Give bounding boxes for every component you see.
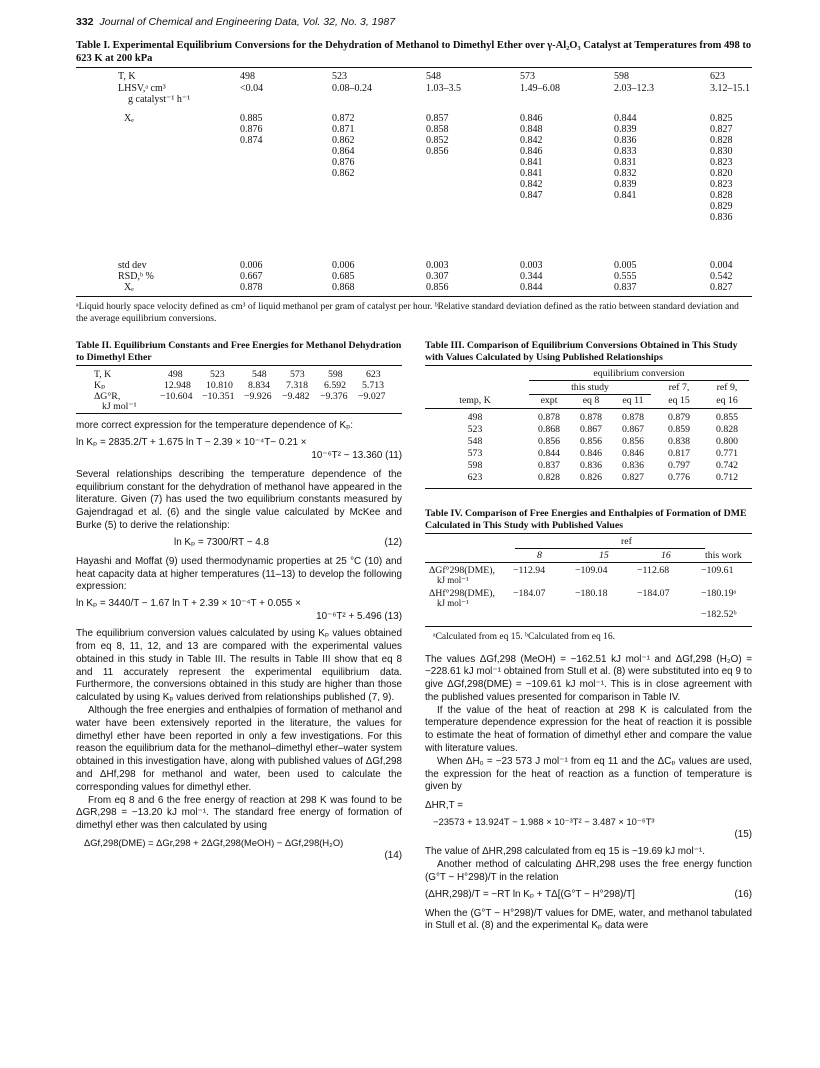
table1-cell: <0.04 [240,83,264,94]
table1-xe-cell: 0.831 [614,157,637,168]
table1-cell: 0.006 [332,260,355,271]
table1-xe-cell: 0.846 [520,113,543,124]
table3-cell: 0.846 [579,448,603,459]
table4-cell: −112.94 [513,565,546,576]
table3-cell: 0.797 [667,460,691,471]
table1-cell: 0.542 [710,271,733,282]
table1-top-rule [76,67,752,68]
equation-text: ln Kₚ = 2835.2/T + 1.675 ln T − 2.39 × 10⁻⁴T− 0.21 × [76,436,307,448]
paragraph: Although the free energies and enthalpies of formation of methanol and water have been extensively reported in the literature, the values for dimethyl ether have been reported in only a few investigations. For this reason the equilibrium data for the methanol–dimethyl ether–water system obtained in this investigation have, along with published values of ΔGf,298 and ΔHf,298 for methanol and water, been used to calculate the corresponding values for dimethyl ether. [76,704,402,793]
table1-cell: 0.005 [614,260,637,271]
table2-cell: −9.926 [244,391,272,402]
table2-row-temp [76,369,402,380]
table4-row-label: ΔGf°298(DME), [429,565,495,576]
table3-sub-label: this study [571,382,609,393]
table2-cell: −10.351 [202,391,235,402]
table4-head: 15 [599,550,609,561]
table2-label-dg: ΔG°R, [94,391,121,402]
table3-cell: 0.836 [579,460,603,471]
equation-15-line2 [425,816,752,829]
table3-head: expt [540,395,558,406]
table4-cell: −109.61 [701,565,734,576]
table1-footnote: ᵃLiquid hourly space velocity defined as cm³ of liquid methanol per gram of catalyst per hour. ᵇRelative standard deviation defined as the ratio between standard deviation and the average equilibrium conversions. [76,302,739,324]
table1-cell: 0.878 [240,282,263,293]
table4-row-unit: kJ mol⁻¹ [437,575,469,585]
equation-12 [76,537,402,550]
paragraph: The values ΔGf,298 (MeOH) = −162.51 kJ mol⁻¹ and ΔGf,298 (H₂O) = −228.61 kJ mol⁻¹ obtained from Stull et al. (8) were substituted into eq 9 to give ΔGf,298(DME) = −109.61 kJ mol⁻¹. This is in close agreement with the published values presented for comparison in Table IV. [425,653,752,703]
equation-11-line1 [76,437,402,450]
equation-text: ln Kₚ = 7300/RT − 4.8 [174,536,269,548]
equation-number: (15) [734,829,752,841]
table1-row-lhsv-unit [76,94,752,105]
table1-xe-cell: 0.830 [710,146,733,157]
table1-xe-cell: 0.828 [710,190,733,201]
table2-cell: 548 [252,369,267,380]
table4-cell: −184.07 [637,588,670,599]
table2-cell: −10.604 [160,391,193,402]
table4-cell: −109.04 [575,565,608,576]
table1-xe-cell: 0.829 [710,201,733,212]
equation-text: ΔHR,T = [425,800,463,812]
table3-cell: 0.776 [667,472,691,483]
table1-label-xe-avg: Xₑ [124,282,134,293]
equation-13-line1 [76,598,402,611]
table2-row-dg-unit [76,401,402,412]
table3-cell: 0.879 [667,412,691,423]
table3-cell: 523 [467,424,483,435]
table1-cell: 573 [520,71,535,82]
table1-xe-cell: 0.841 [614,190,637,201]
table1-row-std [76,260,752,271]
table3-group-label: equilibrium conversion [593,368,685,379]
table1-row-lhsv [76,83,752,94]
table1-cell: 498 [240,71,255,82]
table1-label-lhsv-unit: g catalyst⁻¹ h⁻¹ [128,94,191,105]
table1-cell: 0.344 [520,271,543,282]
table4-head: 8 [537,550,542,561]
table1-cell: 0.004 [710,260,733,271]
paragraph: Hayashi and Moffat (9) used thermodynamic properties at 25 °C (10) and heat capacity data at higher temperatures (11–13) to develop the following expression: [76,555,402,593]
table3-cell: 498 [467,412,483,423]
table3-cell: 0.878 [537,412,561,423]
table4-ref-label: ref [621,536,632,547]
table1-xe-cell: 0.885 [240,113,263,124]
equation-number: (14) [384,849,402,861]
table2-bottom-rule [76,413,402,414]
table3-cell: 0.859 [667,424,691,435]
table1-label-temp: T, K [118,71,136,82]
table1-cell: 523 [332,71,347,82]
table2-cell: 6.592 [324,380,347,391]
table2-cell: 573 [290,369,305,380]
table1-xe-cell: 0.872 [332,113,355,124]
table3-cell: 0.868 [537,424,561,435]
table4-row-unit: kJ mol⁻¹ [437,598,469,608]
table1-bottom-rule [76,296,752,297]
table3-header-row [425,395,752,406]
table1-xe-cell: 0.836 [710,212,733,223]
table4-title: Table IV. Comparison of Free Energies and Enthalpies of Formation of DME Calculated in This Study with Published Values [425,508,747,531]
table4-head-rule [425,562,752,563]
table1-cell: 0.844 [520,282,543,293]
equation-text: ln Kₚ = 3440/T − 1.67 ln T + 2.39 × 10⁻⁴T + 0.055 × [76,598,301,610]
left-body [76,420,402,863]
journal-citation: Journal of Chemical and Engineering Data, Vol. 32, No. 3, 1987 [99,16,396,28]
table3-head: ref 7, [668,382,690,393]
table1-xe-cell: 0.842 [520,179,543,190]
table3-cell: 0.827 [621,472,645,483]
table1-xe-cell: 0.833 [614,146,637,157]
table1-xe-cell: 0.862 [332,168,355,179]
table4-cell: −180.18 [575,588,608,599]
equation-number: (16) [734,888,752,900]
table1-label-xe: Xₑ [124,113,134,124]
paragraph: If the value of the heat of reaction at 298 K is calculated from the temperature dependence expression for the heat of reaction it is possible to estimate the heat of formation of dimethyl ether and compare the value with literature values. [425,704,752,755]
table3-cell: 0.742 [715,460,739,471]
table1-cell: 2.03–12.3 [614,83,654,94]
table2-cell: −9.376 [320,391,348,402]
equation-11-line2 [76,450,402,463]
table3-bottom-rule [425,488,752,489]
table3-cell: 0.856 [621,436,645,447]
table1-xe-cell: 0.862 [332,135,355,146]
table3-head: eq 8 [582,395,600,406]
table1-xe-cell: 0.852 [426,135,449,146]
table3-row [425,412,752,423]
table1-cell: 623 [710,71,725,82]
equation-16 [425,889,752,902]
table2-cell: −9.482 [282,391,310,402]
table3-row [425,460,752,471]
table4-head: 16 [661,550,671,561]
equation-15-line1 [425,800,752,813]
table1-cell: 0.08–0.24 [332,83,372,94]
table1-cell: 0.667 [240,271,263,282]
table1-xe-cell: 0.876 [332,157,355,168]
table1-xe-cell: 0.832 [614,168,637,179]
table2-cell: 8.834 [248,380,271,391]
paragraph: The value of ΔHR,298 calculated from eq 15 is −19.69 kJ mol⁻¹. [425,846,705,858]
table1-cell: 1.03–3.5 [426,83,461,94]
right-body [425,654,752,934]
table1-xe-cell: 0.825 [710,113,733,124]
table3-cell: 0.826 [579,472,603,483]
table1-cell: 0.837 [614,282,637,293]
table1-cell: 548 [426,71,441,82]
table1-cell: 0.868 [332,282,355,293]
table2-cell: 523 [210,369,225,380]
table1-label-std: std dev [118,260,147,271]
table1-xe-cell: 0.847 [520,190,543,201]
table1-row-rsd [76,271,752,282]
page-number: 332 [76,16,94,28]
table4-cell: −180.19ᵃ [701,588,737,599]
paragraph: more correct expression for the temperature dependence of Kₚ: [76,420,354,431]
table2-cell: −9.027 [358,391,386,402]
table2-label-kp: Kₚ [94,380,106,391]
table4-footnote: ᵃCalculated from eq 15. ᵇCalculated from eq 16. [433,632,616,642]
table1-xe-cell: 0.823 [710,157,733,168]
table1-xe-cell: 0.820 [710,168,733,179]
table1-cell: 0.003 [426,260,449,271]
table3-sub-header [425,382,752,393]
table3-row [425,448,752,459]
table1-xe-cell: 0.844 [614,113,637,124]
table1-xe-cell: 0.827 [710,124,733,135]
table1-cell: 0.827 [710,282,733,293]
table3-cell: 0.837 [537,460,561,471]
table4-cell: −184.07 [513,588,546,599]
table3-group-rule [529,380,749,381]
table4-bottom-rule [425,626,752,627]
table1-xe-cell: 0.839 [614,179,637,190]
table3-cell: 0.844 [537,448,561,459]
table3-head: eq 11 [622,395,644,406]
table1-title: Table I. Experimental Equilibrium Conversions for the Dehydration of Methanol to Dimethyl Ether over γ-Al₂O₃ Catalyst at Temperatures from 498 to 623 K at 200 kPa [76,40,752,64]
table3-cell: 0.771 [715,448,739,459]
table1-xe-cell: 0.823 [710,179,733,190]
table1-xe-cell: 0.857 [426,113,449,124]
table1-xe-cell: 0.839 [614,124,637,135]
table3-cell: 0.855 [715,412,739,423]
table3 [425,366,752,490]
table2-label-dg-unit: kJ mol⁻¹ [102,401,137,412]
table4-row-label: ΔHf°298(DME), [429,588,495,599]
table3-head-rule [425,408,752,409]
right-column [425,340,752,933]
table3-head: ref 9, [716,382,738,393]
table3-row [425,436,752,447]
equation-15-number [425,829,752,842]
table1-cell: 0.856 [426,282,449,293]
table3-cell: 0.856 [579,436,603,447]
table1-label-lhsv: LHSV,ᵃ cm³ [118,83,166,94]
table4-head: this work [705,550,742,561]
table1-xe-cell: 0.841 [520,168,543,179]
table4-cell: −182.52ᵇ [701,609,737,620]
table4-ref-rule [515,548,705,549]
table1-xe-cell: 0.871 [332,124,355,135]
table3-cell: 0.867 [579,424,603,435]
table3-cell: 598 [467,460,483,471]
table3-cell: 0.846 [621,448,645,459]
table2-label-temp: T, K [94,369,112,380]
equation-13-line2 [76,611,402,624]
left-column [76,340,402,863]
table1-xe-cell: 0.864 [332,146,355,157]
table3-cell: 0.836 [621,460,645,471]
table2-cell: 5.713 [362,380,385,391]
table1-xe-cell: 0.836 [614,135,637,146]
table3-cell: 0.828 [537,472,561,483]
equation-14-number [76,850,402,863]
table3-cell: 573 [467,448,483,459]
table2 [76,369,402,413]
table1-xe-cell: 0.846 [520,146,543,157]
table1-label-rsd: RSD,ᵇ % [118,271,154,282]
table3-head: eq 16 [716,395,738,406]
table2-top-rule [76,365,402,366]
equation-number: (12) [384,536,402,548]
equation-text: ΔGf,298(DME) = ΔGr,298 + 2ΔGf,298(MeOH) − ΔGf,298(H₂O) [84,836,344,848]
table2-cell: 12.948 [164,380,191,391]
table4-cell: −112.68 [637,565,670,576]
table3-cell: 0.856 [537,436,561,447]
table3-cell: 0.867 [621,424,645,435]
paragraph: When the (G°T − H°298)/T values for DME, water, and methanol tabulated in Stull et al. (8) and the experimental Kₚ data were [425,907,752,932]
table1-xe-cell: 0.856 [426,146,449,157]
table2-cell: 598 [328,369,343,380]
equation-text: (ΔHR,298)/T = −RT ln Kₚ + TΔ[(G°T − H°298)/T] [425,888,635,900]
table1-cell: 1.49–6.08 [520,83,560,94]
paragraph: Another method of calculating ΔHR,298 uses the free energy function (G°T − H°298)/T in the relation [425,859,752,883]
table2-cell: 10.810 [206,380,233,391]
table3-cell: 0.712 [715,472,739,483]
paragraph: The equilibrium conversion values calculated by using Kₚ values obtained from eq 8, 11, 12, and 13 are compared with the experimental values obtained in this study in Table III. The results in Table III show that eq 8 and 11 accurately represent the experimental equilibrium data. Furthermore, the conversions obtained in this study are higher than those calculated by using Kₚ values derived from relationships published (7, 9). [76,628,402,704]
table3-cell: 0.838 [667,436,691,447]
table1-cell: 0.003 [520,260,543,271]
equation-14 [76,837,402,850]
table3-cell: 0.828 [715,424,739,435]
table1-row-xe-label [76,113,752,124]
running-head [76,16,395,28]
table3-cell: 623 [467,472,483,483]
table1-row-temp [76,71,752,82]
table3-row [425,472,752,483]
table1-cell: 0.685 [332,271,355,282]
equation-text: −23573 + 13.924T − 1.988 × 10⁻³T² − 3.487 × 10⁻⁶T³ [433,816,655,828]
table3-cell: 0.817 [667,448,691,459]
table1-xe-cell: 0.876 [240,124,263,135]
table2-cell: 7.318 [286,380,309,391]
table3-cell: 0.800 [715,436,739,447]
table3-cell: 0.878 [621,412,645,423]
table3-cell: 548 [467,436,483,447]
table2-title: Table II. Equilibrium Constants and Free Energies for Methanol Dehydration to Dimethyl Ether [76,340,402,363]
table2-row-kp [76,380,402,391]
table3-cell: 0.878 [579,412,603,423]
table1-cell: 3.12–15.1 [710,83,750,94]
table3-row [425,424,752,435]
paragraph: When ΔH₀ = −23 573 J mol⁻¹ from eq 11 and the ΔCₚ values are used, the expression for the heat of reaction as a function of temperature is given by [425,755,752,793]
table1-cell: 0.555 [614,271,637,282]
table1-xe-cell: 0.842 [520,135,543,146]
table1-xe-cell: 0.858 [426,124,449,135]
table1-xe-cell: 0.841 [520,157,543,168]
table1-cell: 0.307 [426,271,449,282]
table2-cell: 498 [168,369,183,380]
table1-row-xe-avg [76,282,752,293]
table3-group-header [425,368,752,379]
equation-text: 10⁻⁶T² + 5.496 (13) [316,611,402,623]
table3-head: eq 15 [668,395,690,406]
table2-cell: 623 [366,369,381,380]
table3-title: Table III. Comparison of Equilibrium Conversions Obtained in This Study with Values Calculated by Using Published Relationships [425,340,738,363]
table3-head: temp, K [459,395,491,406]
paragraph: From eq 8 and 6 the free energy of reaction at 298 K was found to be ΔGR,298 = −13.20 kJ mol⁻¹. The standard free energy of formation of dimethyl ether was then calculated by using [76,794,402,832]
table1-cell: 598 [614,71,629,82]
paragraph: Several relationships describing the temperature dependence of the equilibrium constant for the dehydration of methanol have appeared in the literature. Given (7) has used the two equilibrium constants measured by Gajendragad et al. (6) and the single value calculated by McKee and Burke (5) to derive the relationship: [76,468,402,531]
table1-xe-cell: 0.874 [240,135,263,146]
equation-text: 10⁻⁶T² − 13.360 (11) [311,449,402,461]
table1-cell: 0.006 [240,260,263,271]
table1-xe-cell: 0.828 [710,135,733,146]
table1-xe-cell: 0.848 [520,124,543,135]
table4 [425,534,752,620]
